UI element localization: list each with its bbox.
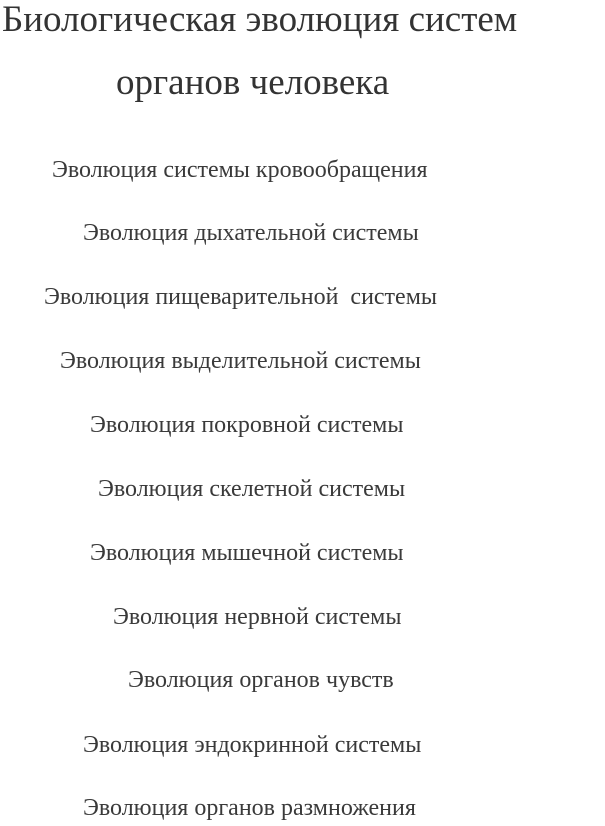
topic-link-endocrine-system[interactable]: Эволюция эндокринной системы <box>83 732 422 758</box>
topic-link-circulatory-system[interactable]: Эволюция системы кровообращения <box>52 157 428 183</box>
topic-link-digestive-system[interactable]: Эволюция пищеварительной системы <box>44 284 438 310</box>
topic-link-muscular-system[interactable]: Эволюция мышечной системы <box>90 540 404 566</box>
page-title-line-2: органов человека <box>116 62 390 103</box>
topic-link-sense-organs[interactable]: Эволюция органов чувств <box>128 667 394 693</box>
page-title-line-1: Биологическая эволюция систем <box>2 0 518 40</box>
topic-link-skeletal-system[interactable]: Эволюция скелетной системы <box>98 476 406 502</box>
topic-link-excretory-system[interactable]: Эволюция выделительной системы <box>60 348 421 374</box>
topic-link-reproductive-organs[interactable]: Эволюция органов размножения <box>83 795 416 821</box>
topic-link-respiratory-system[interactable]: Эволюция дыхательной системы <box>83 220 419 246</box>
topic-link-nervous-system[interactable]: Эволюция нервной системы <box>113 604 402 630</box>
topic-link-integumentary-system[interactable]: Эволюция покровной системы <box>90 412 404 438</box>
